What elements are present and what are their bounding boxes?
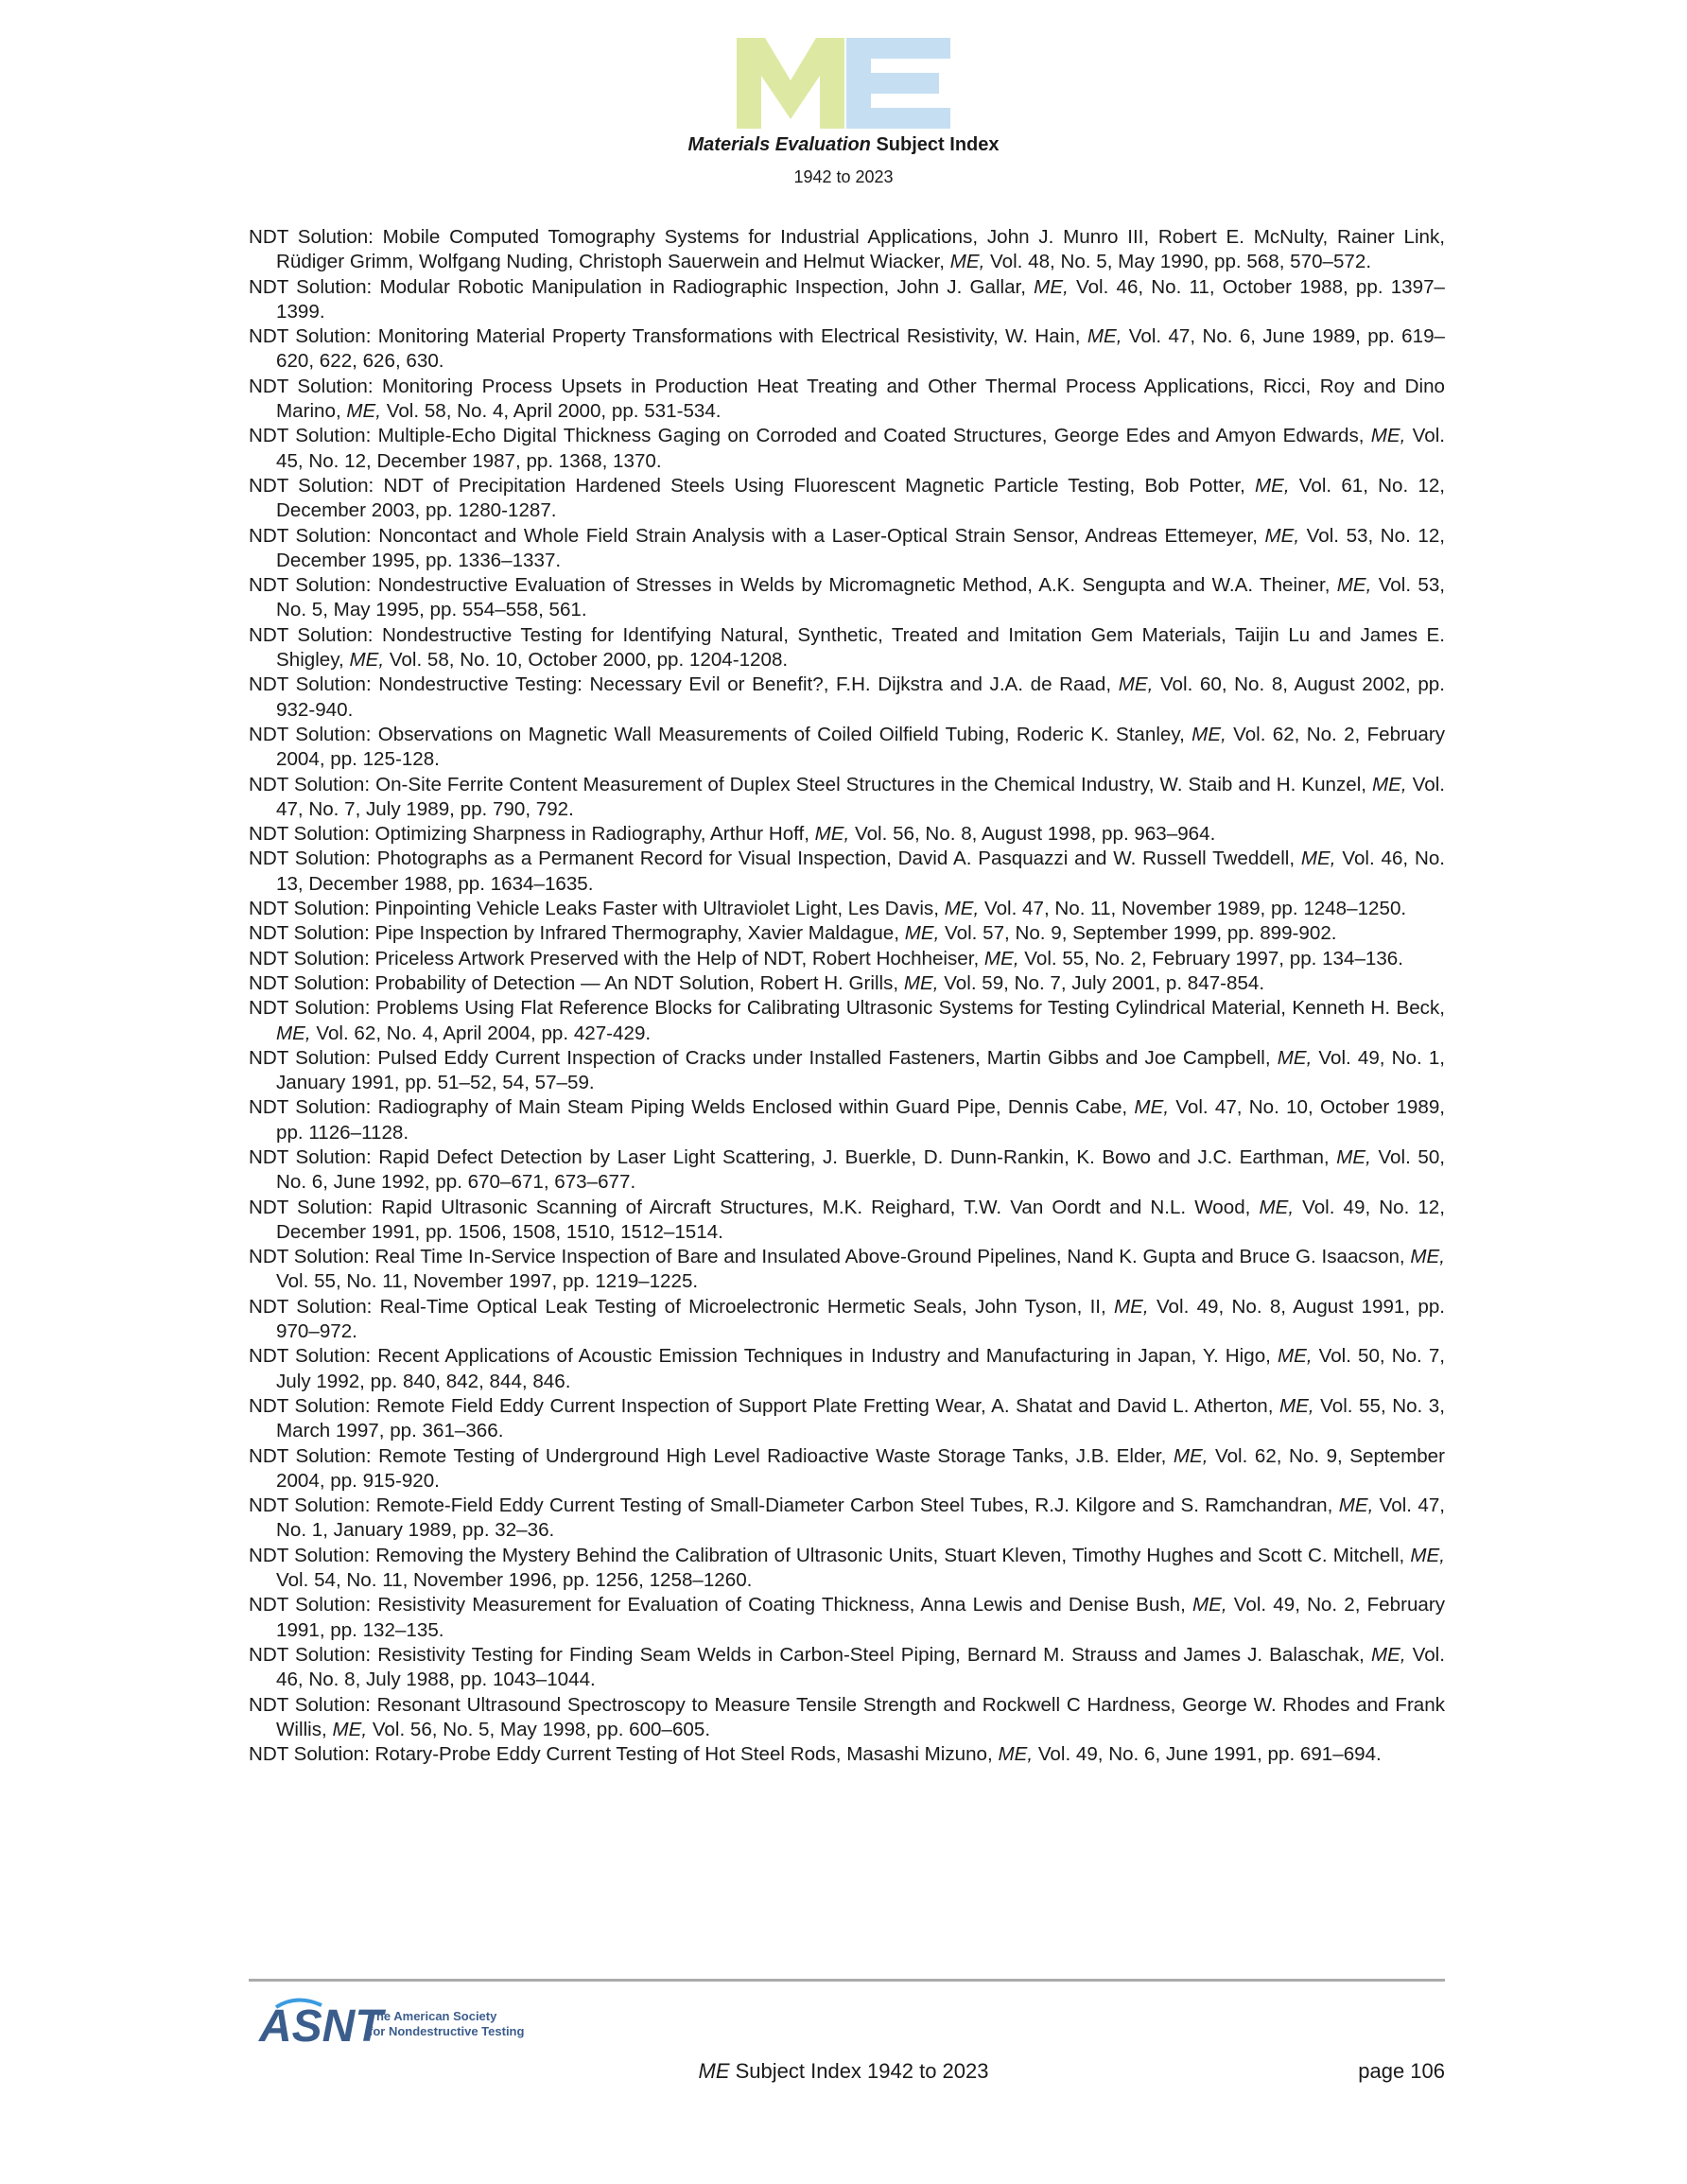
entry-reference: Vol. 50, No. 7, July 1992, pp. 840, 842, 844, 846. xyxy=(276,1345,1445,1392)
entry-reference: Vol. 50, No. 6, June 1992, pp. 670–671, 673–677. xyxy=(276,1145,1445,1194)
entry-reference: Vol. 60, No. 8, August 2002, pp. 932-940. xyxy=(276,673,1445,721)
index-entry xyxy=(249,996,1445,1046)
asnt-logo-icon xyxy=(259,1996,383,2053)
entry-journal: ME, xyxy=(1336,574,1372,597)
entry-title: NDT Solution: Resistivity Measurement for Evaluation of Coating Thickness, Anna Lewis and Denise Bush, xyxy=(249,1594,1192,1616)
index-entry xyxy=(249,1494,1445,1544)
asnt-name-line2: for Nondestructive Testing xyxy=(369,2024,525,2038)
index-entry xyxy=(249,424,1445,474)
entry-journal: ME, xyxy=(1370,425,1406,447)
entry-title: NDT Solution: Resistivity Testing for Finding Seam Welds in Carbon-Steel Piping, Bernard M. Strauss and James J. Balaschak, xyxy=(249,1643,1371,1666)
entry-journal: ME, xyxy=(1255,474,1290,497)
entry-title: NDT Solution: Priceless Artwork Preserved with the Help of NDT, Robert Hochheiser, xyxy=(249,947,984,970)
entry-title: NDT Solution: Nondestructive Evaluation of Stresses in Welds by Micromagnetic Method, A.K. Sengupta and W.A. Theiner, xyxy=(249,574,1337,597)
footer-divider xyxy=(249,1979,1445,1982)
entry-title: NDT Solution: Optimizing Sharpness in Radiography, Arthur Hoff, xyxy=(249,823,815,846)
entry-journal: ME, xyxy=(1277,1345,1313,1368)
entry-reference: Vol. 49, No. 6, June 1991, pp. 691–694. xyxy=(1033,1743,1382,1766)
svg-text:ASNT: ASNT xyxy=(259,2001,383,2052)
entry-title: NDT Solution: Real-Time Optical Leak Testing of Microelectronic Hermetic Seals, John Tyson, II, xyxy=(249,1295,1115,1318)
index-entry xyxy=(249,1046,1445,1096)
entry-reference: Vol. 46, No. 11, October 1988, pp. 1397–1399. xyxy=(276,275,1445,323)
entry-reference: Vol. 49, No. 2, February 1991, pp. 132–135. xyxy=(276,1594,1446,1641)
entry-title: NDT Solution: Resonant Ultrasound Spectroscopy to Measure Tensile Strength and Rockwell C Hardness, George W. Rhodes and Frank Willis, xyxy=(249,1693,1445,1740)
entry-title: NDT Solution: Rapid Defect Detection by Laser Light Scattering, J. Buerkle, D. Dunn-Rankin, K. Bowo and J.C. Earthman, xyxy=(249,1145,1337,1168)
entry-title: NDT Solution: Remote-Field Eddy Current Testing of Small-Diameter Carbon Steel Tubes, R.J. Kilgore and S. Ramchandran, xyxy=(249,1494,1339,1517)
entry-reference: Vol. 48, No. 5, May 1990, pp. 568, 570–572. xyxy=(984,251,1372,273)
entry-reference: Vol. 54, No. 11, November 1996, pp. 1256, 1258–1260. xyxy=(276,1569,753,1592)
entry-journal: ME, xyxy=(1410,1246,1445,1268)
entry-reference: Vol. 58, No. 4, April 2000, pp. 531-534. xyxy=(381,400,722,423)
entry-title: NDT Solution: Multiple-Echo Digital Thickness Gaging on Corroded and Coated Structures, George Edes and Amyon Edwards, xyxy=(249,425,1371,447)
index-entry xyxy=(249,623,1445,673)
entry-reference: Vol. 47, No. 6, June 1989, pp. 619–620, 622, 626, 630. xyxy=(276,325,1445,373)
entry-reference: Vol. 61, No. 12, December 2003, pp. 1280-1287. xyxy=(276,474,1445,522)
entry-journal: ME, xyxy=(949,251,985,273)
index-entry xyxy=(249,947,1445,971)
entry-journal: ME, xyxy=(1114,1295,1149,1318)
entry-title: NDT Solution: Probability of Detection — An NDT Solution, Robert H. Grills, xyxy=(249,971,904,994)
entry-title: NDT Solution: Pulsed Eddy Current Inspection of Cracks under Installed Fasteners, Martin Gibbs and Joe Campbell, xyxy=(249,1046,1278,1069)
index-entry xyxy=(249,1643,1445,1693)
index-entry xyxy=(249,1444,1445,1494)
index-entry xyxy=(249,1593,1445,1643)
index-entry xyxy=(249,524,1445,574)
index-entry xyxy=(249,1245,1445,1295)
entry-title: NDT Solution: Noncontact and Whole Field Strain Analysis with a Laser-Optical Strain Sensor, Andreas Ettemeyer, xyxy=(249,524,1265,547)
entry-reference: Vol. 62, No. 9, September 2004, pp. 915-920. xyxy=(276,1444,1445,1492)
entry-reference: Vol. 47, No. 1, January 1989, pp. 32–36. xyxy=(276,1494,1445,1542)
footer-title-rest: Subject Index 1942 to 2023 xyxy=(729,2059,989,2083)
entry-title: NDT Solution: Pinpointing Vehicle Leaks Faster with Ultraviolet Light, Les Davis, xyxy=(249,898,945,920)
entry-title: NDT Solution: On-Site Ferrite Content Measurement of Duplex Steel Structures in the Chemical Industry, W. Staib and H. Kunzel, xyxy=(249,773,1373,795)
index-entry xyxy=(249,723,1445,773)
entry-journal: ME, xyxy=(1338,1494,1374,1517)
entry-title: NDT Solution: Rotary-Probe Eddy Current Testing of Hot Steel Rods, Masashi Mizuno, xyxy=(249,1743,999,1766)
entry-list xyxy=(249,225,1445,1767)
entry-journal: ME, xyxy=(1279,1394,1314,1417)
entry-title: NDT Solution: Nondestructive Testing for Identifying Natural, Synthetic, Treated and Imitation Gem Materials, Taijin Lu and James E. Shigley, xyxy=(249,623,1445,672)
entry-journal: ME, xyxy=(983,947,1019,970)
entry-reference: Vol. 46, No. 13, December 1988, pp. 1634–1635. xyxy=(276,847,1445,895)
entry-title: NDT Solution: Pipe Inspection by Infrared Thermography, Xavier Maldague, xyxy=(249,922,905,945)
entry-journal: ME, xyxy=(1277,1046,1313,1069)
index-entry xyxy=(249,225,1445,275)
entry-title: NDT Solution: Problems Using Flat Reference Blocks for Calibrating Ultrasonic Systems for Testing Cylindrical Material, Kenneth H. Beck, xyxy=(249,997,1445,1020)
index-entry xyxy=(249,773,1445,823)
asnt-name-line1: The American Society xyxy=(369,2009,497,2023)
entry-reference: Vol. 55, No. 11, November 1997, pp. 1219–1225. xyxy=(276,1270,699,1293)
entry-journal: ME, xyxy=(349,649,385,672)
entry-journal: ME, xyxy=(944,898,980,920)
index-title xyxy=(0,134,1687,156)
index-entry xyxy=(249,1742,1445,1767)
entry-journal: ME, xyxy=(1134,1096,1170,1119)
entry-reference: Vol. 53, No. 5, May 1995, pp. 554–558, 561. xyxy=(276,574,1446,621)
index-entry xyxy=(249,573,1445,623)
entry-journal: ME, xyxy=(1410,1544,1445,1566)
index-title-journal: Materials Evaluation xyxy=(687,134,871,155)
entry-reference: Vol. 49, No. 1, January 1991, pp. 51–52, 54, 57–59. xyxy=(276,1046,1445,1094)
index-entry xyxy=(249,1544,1445,1594)
entry-journal: ME, xyxy=(1192,1594,1227,1616)
entry-journal: ME, xyxy=(1300,847,1336,870)
entry-title: NDT Solution: Mobile Computed Tomography Systems for Industrial Applications, John J. Munro III, Robert E. McNulty, Rainer Link, Rüdiger Grimm, Wolfgang Nuding, Christoph Sauerwein and Helmut Wiacker, xyxy=(249,226,1445,273)
entry-title: NDT Solution: Monitoring Material Property Transformations with Electrical Resistivity, W. Hain, xyxy=(249,325,1087,348)
index-subtitle: 1942 to 2023 xyxy=(793,167,894,186)
entry-reference: Vol. 59, No. 7, July 2001, p. 847-854. xyxy=(938,971,1265,994)
entry-title: NDT Solution: Nondestructive Testing: Necessary Evil or Benefit?, F.H. Dijkstra and J.A. de Raad, xyxy=(249,673,1119,696)
page-number: page 106 xyxy=(1358,2059,1445,2083)
entry-journal: ME, xyxy=(346,400,382,423)
entry-reference: Vol. 56, No. 8, August 1998, pp. 963–964. xyxy=(849,823,1216,846)
entry-journal: ME, xyxy=(903,971,939,994)
entry-journal: ME, xyxy=(1336,1145,1371,1168)
me-logo-icon xyxy=(737,38,950,129)
index-entry xyxy=(249,375,1445,425)
entry-journal: ME, xyxy=(998,1743,1034,1766)
entry-journal: ME, xyxy=(1118,673,1154,696)
entry-journal: ME, xyxy=(1087,325,1122,348)
entry-reference: Vol. 47, No. 11, November 1989, pp. 1248–1250. xyxy=(979,898,1407,920)
entry-reference: Vol. 62, No. 4, April 2004, pp. 427-429. xyxy=(310,1022,652,1044)
entry-reference: Vol. 46, No. 8, July 1988, pp. 1043–1044. xyxy=(276,1643,1445,1691)
entry-title: NDT Solution: Monitoring Process Upsets in Production Heat Treating and Other Thermal Process Applications, Ricci, Roy and Dino Marino, xyxy=(249,375,1445,423)
index-entry xyxy=(249,1095,1445,1145)
entry-journal: ME, xyxy=(1173,1444,1209,1467)
index-title-rest: Subject Index xyxy=(870,134,1000,155)
entry-journal: ME, xyxy=(332,1718,368,1740)
entry-title: NDT Solution: Modular Robotic Manipulation in Radiographic Inspection, John J. Gallar, xyxy=(249,275,1035,298)
index-entry xyxy=(249,673,1445,723)
index-entry xyxy=(249,324,1445,375)
entry-reference: Vol. 58, No. 10, October 2000, pp. 1204-1208. xyxy=(384,649,789,672)
entry-reference: Vol. 49, No. 8, August 1991, pp. 970–972. xyxy=(276,1295,1445,1343)
entry-title: NDT Solution: Removing the Mystery Behind the Calibration of Ultrasonic Units, Stuart Kleven, Timothy Hughes and Scott C. Mitchell, xyxy=(249,1544,1411,1566)
footer-title-journal: ME xyxy=(698,2059,730,2083)
entry-title: NDT Solution: NDT of Precipitation Hardened Steels Using Fluorescent Magnetic Particle Testing, Bob Potter, xyxy=(249,474,1255,497)
entry-journal: ME, xyxy=(276,1022,311,1044)
entry-reference: Vol. 55, No. 2, February 1997, pp. 134–136. xyxy=(1018,947,1403,970)
entry-reference: Vol. 45, No. 12, December 1987, pp. 1368, 1370. xyxy=(276,425,1445,472)
asnt-name xyxy=(369,2009,524,2039)
entry-title: NDT Solution: Remote Field Eddy Current Inspection of Support Plate Fretting Wear, A. Shatat and David L. Atherton, xyxy=(249,1394,1279,1417)
index-entry xyxy=(249,1344,1445,1394)
entry-reference: Vol. 56, No. 5, May 1998, pp. 600–605. xyxy=(367,1718,711,1740)
index-entry xyxy=(249,921,1445,946)
entry-journal: ME, xyxy=(1191,723,1226,745)
index-entry xyxy=(249,1145,1445,1196)
entry-title: NDT Solution: Real Time In-Service Inspection of Bare and Insulated Above-Ground Pipelines, Nand K. Gupta and Bruce G. Isaacson, xyxy=(249,1246,1411,1268)
entry-reference: Vol. 57, No. 9, September 1999, pp. 899-902. xyxy=(939,922,1337,945)
entry-journal: ME, xyxy=(1259,1196,1295,1218)
entry-journal: ME, xyxy=(1372,773,1407,795)
index-entry xyxy=(249,897,1445,921)
asnt-logo xyxy=(259,1996,524,2053)
entry-reference: Vol. 47, No. 10, October 1989, pp. 1126–1128. xyxy=(276,1096,1445,1144)
entry-title: NDT Solution: Radiography of Main Steam Piping Welds Enclosed within Guard Pipe, Dennis Cabe, xyxy=(249,1096,1135,1119)
entry-journal: ME, xyxy=(1264,524,1300,547)
entry-journal: ME, xyxy=(904,922,940,945)
index-entry xyxy=(249,474,1445,524)
entry-journal: ME, xyxy=(1034,275,1069,298)
entry-title: NDT Solution: Recent Applications of Acoustic Emission Techniques in Industry and Manufacturing in Japan, Y. Higo, xyxy=(249,1345,1278,1368)
entry-reference: Vol. 49, No. 12, December 1991, pp. 1506, 1508, 1510, 1512–1514. xyxy=(276,1196,1445,1243)
entry-title: NDT Solution: Observations on Magnetic Wall Measurements of Coiled Oilfield Tubing, Roderic K. Stanley, xyxy=(249,723,1192,745)
entry-reference: Vol. 55, No. 3, March 1997, pp. 361–366. xyxy=(276,1394,1445,1442)
entry-reference: Vol. 53, No. 12, December 1995, pp. 1336–1337. xyxy=(276,524,1445,571)
entry-title: NDT Solution: Photographs as a Permanent Record for Visual Inspection, David A. Pasquazzi and W. Russell Tweddell, xyxy=(249,847,1301,870)
entry-journal: ME, xyxy=(1370,1643,1406,1666)
entry-title: NDT Solution: Remote Testing of Underground High Level Radioactive Waste Storage Tanks, J.B. Elder, xyxy=(249,1444,1174,1467)
index-entry xyxy=(249,847,1445,897)
index-entry xyxy=(249,1295,1445,1345)
index-entry xyxy=(249,275,1445,325)
entry-reference: Vol. 47, No. 7, July 1989, pp. 790, 792. xyxy=(276,773,1446,820)
entry-reference: Vol. 62, No. 2, February 2004, pp. 125-128. xyxy=(276,723,1445,771)
index-entry xyxy=(249,1394,1445,1444)
entry-journal: ME, xyxy=(814,823,850,846)
index-entry xyxy=(249,971,1445,996)
index-entry xyxy=(249,1693,1445,1743)
index-entry xyxy=(249,1196,1445,1246)
index-entry xyxy=(249,822,1445,847)
me-logo xyxy=(0,38,1687,129)
entry-title: NDT Solution: Rapid Ultrasonic Scanning of Aircraft Structures, M.K. Reighard, T.W. Van Oordt and N.L. Wood, xyxy=(249,1196,1260,1218)
